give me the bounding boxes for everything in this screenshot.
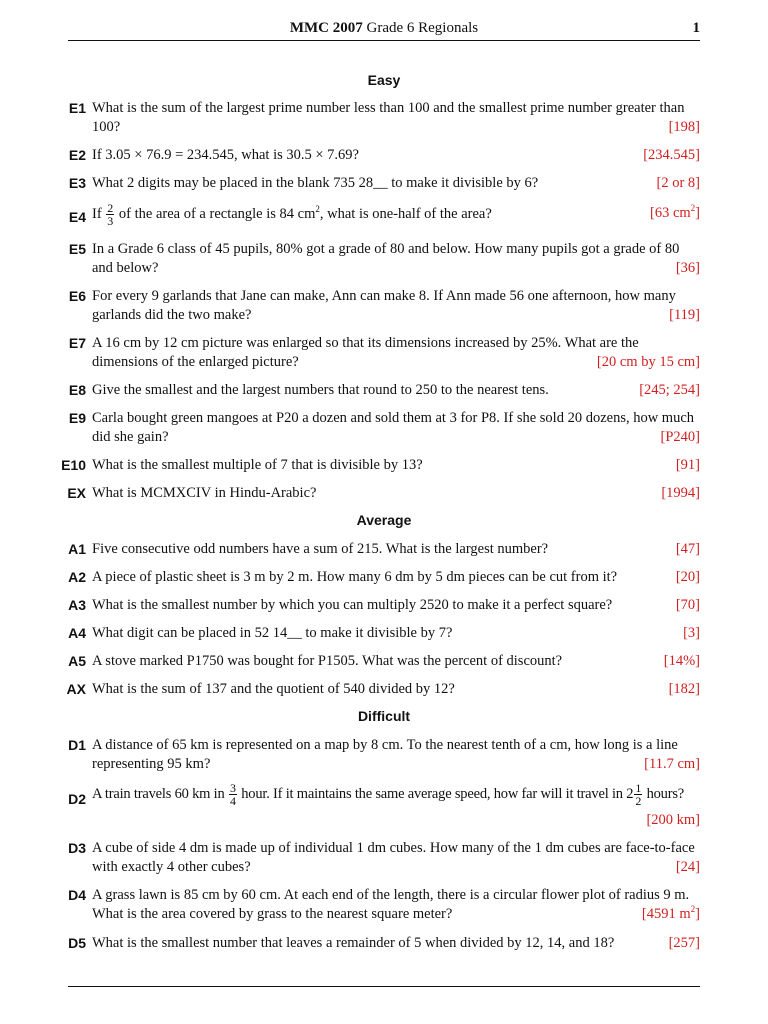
section-heading-easy: Easy [367, 72, 401, 88]
question-text: What is the smallest number by which you can multiply 2520 to make it a perfect square? [92, 597, 613, 613]
question-text-a: If [92, 205, 102, 222]
page-header [68, 18, 700, 41]
question-e6 [60, 287, 700, 325]
answer-a: [63 cm [649, 205, 691, 221]
answer: [P240] [660, 429, 700, 445]
answer-superscript: 2 [690, 904, 696, 915]
question-text: What 2 digits may be placed in the blank 735 28__ to make it divisible by 6? [92, 175, 539, 191]
answer-b: ] [695, 906, 700, 922]
question-text: What is the smallest multiple of 7 that is divisible by 13? [92, 457, 423, 473]
answer: [119] [669, 307, 700, 323]
question-text: A 16 cm by 12 cm picture was enlarged so that its dimensions increased by 25%. What are the dimensions of the enlarged picture? [92, 335, 639, 370]
question-label: E7 [68, 335, 86, 351]
question-text: In a Grade 6 class of 45 pupils, 80% got a grade of 80 and below. How many pupils got a grade of 80 and below? [92, 241, 680, 276]
question-e1 [60, 99, 700, 137]
question-label: D2 [68, 791, 86, 807]
question-label: E8 [68, 382, 86, 398]
question-text: A stove marked P1750 was bought for P1505. What was the percent of discount? [92, 653, 563, 669]
question-text: Five consecutive odd numbers have a sum of 215. What is the largest number? [92, 541, 549, 557]
answer: [200 km] [646, 812, 700, 828]
question-d2 [60, 782, 700, 830]
question-text: What is the smallest number that leaves a remainder of 5 when divided by 12, 14, and 18? [92, 935, 615, 951]
question-e7 [60, 334, 700, 372]
question-text: If 3.05 × 76.9 = 234.545, what is 30.5 × 7.69? [92, 147, 359, 163]
answer-a: [4591 m [641, 906, 691, 922]
answer: [198] [668, 119, 700, 135]
answer [642, 905, 700, 924]
question-label: E1 [68, 100, 86, 116]
question-text: Give the smallest and the largest numbers that round to 250 to the nearest tens. [92, 382, 549, 398]
fraction [229, 782, 237, 807]
question-label: A4 [68, 625, 86, 641]
answer: [257] [668, 935, 700, 951]
question-text: What is MCMXCIV in Hindu-Arabic? [92, 485, 317, 501]
question-text: What is the sum of the largest prime number less than 100 and the smallest prime number greater than 100? [92, 100, 685, 135]
question-text-b: of the area of a rectangle is 84 cm [118, 205, 316, 222]
answer: [234.545] [643, 147, 700, 163]
answer: [1994] [661, 485, 700, 501]
question-text: A distance of 65 km is represented on a map by 8 cm. To the nearest tenth of a cm, how long is a line representing 95 km? [92, 737, 678, 772]
answer: [24] [675, 859, 700, 875]
question-ax [60, 680, 700, 699]
question-label: EX [67, 485, 86, 501]
question-a5 [60, 652, 700, 671]
question-text: A piece of plastic sheet is 3 m by 2 m. How many 6 dm by 5 dm pieces can be cut from it? [92, 569, 618, 585]
question-d1 [60, 736, 700, 774]
question-e5 [60, 240, 700, 278]
question-a1 [60, 540, 700, 559]
question-ex [60, 484, 700, 503]
answer: [20] [675, 569, 700, 585]
question-text-a: A train travels 60 km in [92, 785, 225, 802]
question-label: E5 [68, 241, 86, 257]
fraction [106, 202, 114, 227]
answer: [182] [668, 681, 700, 697]
question-text-b: hour. If it maintains the same average speed, how far will it travel in 2 [241, 785, 634, 802]
question-a2 [60, 568, 700, 587]
question-e2 [60, 146, 700, 165]
question-label: E3 [68, 175, 86, 191]
fraction-numerator: 3 [229, 781, 236, 795]
header-title-bold: MMC 2007 [289, 20, 363, 36]
header-title-rest: Grade 6 Regionals [362, 20, 479, 36]
question-text: Carla bought green mangoes at P20 a dozen and sold them at 3 for P8. If she sold 20 dozens, how much did she gain? [92, 410, 695, 445]
section-heading-average: Average [356, 512, 412, 528]
fraction-numerator: 2 [107, 201, 114, 215]
question-e9 [60, 409, 700, 447]
question-text: A cube of side 4 dm is made up of individual 1 dm cubes. How many of the 1 dm cubes are face-to-face with exactly 4 other cubes? [92, 840, 695, 875]
fraction-denominator: 3 [107, 214, 114, 228]
question-label: E9 [68, 410, 86, 426]
fraction-denominator: 2 [635, 794, 642, 808]
answer: [36] [675, 260, 700, 276]
question-text: A grass lawn is 85 cm by 60 cm. At each end of the length, there is a circular flower plot of radius 9 m. What is the area covered by grass to the nearest square meter? [92, 887, 690, 922]
answer: [11.7 cm] [644, 756, 700, 772]
fraction [634, 782, 642, 807]
question-text: What digit can be placed in 52 14__ to make it divisible by 7? [92, 625, 453, 641]
question-label: D3 [68, 840, 86, 856]
question-d4 [60, 886, 700, 924]
fraction-numerator: 1 [635, 781, 642, 795]
footer-rule [68, 986, 700, 987]
answer: [2 or 8] [656, 175, 700, 191]
answer: [3] [683, 625, 700, 641]
question-label: A1 [68, 541, 86, 557]
question-d3 [60, 839, 700, 877]
question-label: AX [66, 681, 86, 697]
question-label: E10 [61, 457, 86, 473]
question-text: For every 9 garlands that Jane can make, Ann can make 8. If Ann made 56 one afternoon, how many garlands did the two make? [92, 288, 676, 323]
answer: [47] [675, 541, 700, 557]
answer: [20 cm by 15 cm] [596, 354, 700, 370]
question-text: What is the sum of 137 and the quotient of 540 divided by 12? [92, 681, 455, 697]
answer-b: ] [695, 205, 700, 221]
question-d5 [60, 934, 700, 953]
question-e4 [60, 202, 700, 227]
question-e8 [60, 381, 700, 400]
question-e3 [60, 174, 700, 193]
question-a3 [60, 596, 700, 615]
question-e10 [60, 456, 700, 475]
question-text [92, 202, 700, 227]
question-text [92, 782, 700, 807]
question-label: D5 [68, 935, 86, 951]
fraction-denominator: 4 [229, 794, 236, 808]
answer: [91] [675, 457, 700, 473]
header-title [68, 20, 700, 37]
question-text-c: , what is one-half of the area? [319, 205, 492, 222]
question-label: E2 [68, 147, 86, 163]
question-label: A3 [68, 597, 86, 613]
question-a4 [60, 624, 700, 643]
question-label: D4 [68, 887, 86, 903]
question-label: D1 [68, 737, 86, 753]
answer: [14%] [663, 653, 700, 669]
question-label: E4 [68, 209, 86, 225]
page-number: 1 [692, 20, 700, 36]
answer: [70] [675, 597, 700, 613]
answer: [245; 254] [639, 382, 700, 398]
question-label: A2 [68, 569, 86, 585]
question-label: E6 [68, 288, 86, 304]
question-label: A5 [68, 653, 86, 669]
answer [650, 204, 700, 223]
section-heading-difficult: Difficult [357, 708, 411, 724]
superscript: 2 [315, 204, 320, 214]
answer-superscript: 2 [690, 203, 696, 214]
question-text-c: hours? [646, 785, 685, 802]
